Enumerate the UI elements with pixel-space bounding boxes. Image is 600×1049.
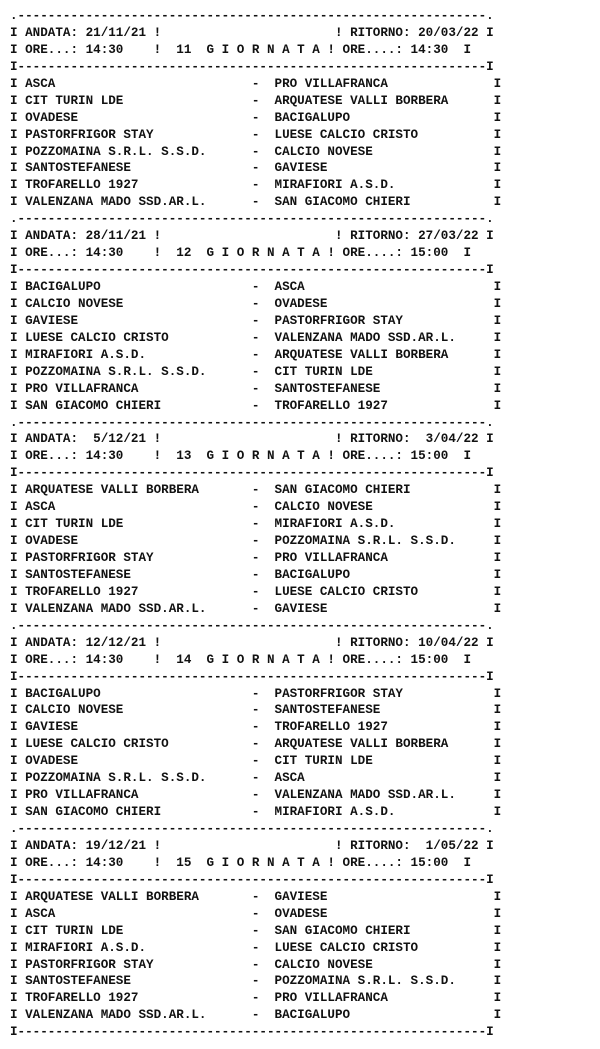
- match-row: I PRO VILLAFRANCA - VALENZANA MADO SSD.AR.L. I: [10, 788, 502, 803]
- match-row: I GAVIESE - PASTORFRIGOR STAY I: [10, 313, 502, 328]
- bottom-border: I--------------------------------------------------------------I: [10, 1025, 494, 1040]
- round-top-border: .--------------------------------------------------------------.: [10, 822, 494, 836]
- round-divider: I--------------------------------------------------------------I: [10, 466, 494, 481]
- round-top-border: .--------------------------------------------------------------.: [10, 618, 494, 633]
- match-row: I POZZOMAINA S.R.L. S.S.D. - CALCIO NOVESE I: [10, 144, 502, 159]
- match-row: I ARQUATESE VALLI BORBERA - GAVIESE I: [10, 889, 502, 904]
- match-row: I VALENZANA MADO SSD.AR.L. - BACIGALUPO I: [10, 1008, 502, 1023]
- match-row: I ASCA - OVADESE I: [10, 906, 502, 921]
- match-row: I CIT TURIN LDE - SAN GIACOMO CHIERI I: [10, 923, 502, 938]
- round-times: I ORE...: 14:30 ! 14 G I O R N A T A ! ORE....: 15:00 I: [10, 652, 472, 667]
- match-row: I SANTOSTEFANESE - POZZOMAINA S.R.L. S.S.D. I: [10, 974, 502, 989]
- match-row: I MIRAFIORI A.S.D. - ARQUATESE VALLI BORBERA I: [10, 347, 502, 362]
- match-row: I PRO VILLAFRANCA - SANTOSTEFANESE I: [10, 381, 502, 396]
- round-times: I ORE...: 14:30 ! 11 G I O R N A T A ! ORE....: 14:30 I: [10, 42, 472, 57]
- match-row: I BACIGALUPO - ASCA I: [10, 280, 502, 294]
- round-divider: I--------------------------------------------------------------I: [10, 872, 494, 887]
- match-row: I LUESE CALCIO CRISTO - ARQUATESE VALLI BORBERA I: [10, 737, 502, 752]
- match-row: I LUESE CALCIO CRISTO - VALENZANA MADO SSD.AR.L. I: [10, 330, 502, 345]
- match-row: I OVADESE - BACIGALUPO I: [10, 110, 502, 125]
- round-top-border: .--------------------------------------------------------------.: [10, 9, 494, 23]
- match-row: I PASTORFRIGOR STAY - CALCIO NOVESE I: [10, 957, 502, 972]
- match-row: I CALCIO NOVESE - SANTOSTEFANESE I: [10, 703, 502, 718]
- round-top-border: .--------------------------------------------------------------.: [10, 415, 494, 430]
- match-row: I CIT TURIN LDE - MIRAFIORI A.S.D. I: [10, 517, 502, 532]
- fixture-schedule: [10, 8, 501, 1041]
- match-row: I SAN GIACOMO CHIERI - MIRAFIORI A.S.D. I: [10, 805, 502, 820]
- round-divider: I--------------------------------------------------------------I: [10, 263, 494, 278]
- match-row: I OVADESE - POZZOMAINA S.R.L. S.S.D. I: [10, 534, 502, 549]
- match-row: I CIT TURIN LDE - ARQUATESE VALLI BORBERA I: [10, 93, 502, 108]
- round-divider: I--------------------------------------------------------------I: [10, 59, 494, 74]
- round-dates: I ANDATA: 5/12/21 ! ! RITORNO: 3/04/22 I: [10, 432, 494, 447]
- match-row: I MIRAFIORI A.S.D. - LUESE CALCIO CRISTO I: [10, 940, 502, 955]
- round-dates: I ANDATA: 28/11/21 ! ! RITORNO: 27/03/22 I: [10, 229, 494, 244]
- round-times: I ORE...: 14:30 ! 15 G I O R N A T A ! ORE....: 15:00 I: [10, 855, 472, 870]
- match-row: I PASTORFRIGOR STAY - LUESE CALCIO CRISTO I: [10, 127, 502, 142]
- round-dates: I ANDATA: 12/12/21 ! ! RITORNO: 10/04/22 I: [10, 635, 494, 650]
- round-times: I ORE...: 14:30 ! 12 G I O R N A T A ! ORE....: 15:00 I: [10, 246, 472, 261]
- match-row: I TROFARELLO 1927 - LUESE CALCIO CRISTO I: [10, 584, 502, 599]
- match-row: I SANTOSTEFANESE - BACIGALUPO I: [10, 567, 502, 582]
- round-times: I ORE...: 14:30 ! 13 G I O R N A T A ! ORE....: 15:00 I: [10, 449, 472, 464]
- match-row: I ASCA - CALCIO NOVESE I: [10, 500, 502, 515]
- match-row: I CALCIO NOVESE - OVADESE I: [10, 296, 502, 311]
- match-row: I OVADESE - CIT TURIN LDE I: [10, 754, 502, 769]
- round-divider: I--------------------------------------------------------------I: [10, 669, 494, 684]
- match-row: I POZZOMAINA S.R.L. S.S.D. - ASCA I: [10, 771, 502, 786]
- match-row: I VALENZANA MADO SSD.AR.L. - GAVIESE I: [10, 601, 502, 616]
- match-row: I GAVIESE - TROFARELLO 1927 I: [10, 720, 502, 735]
- match-row: I TROFARELLO 1927 - PRO VILLAFRANCA I: [10, 991, 502, 1006]
- round-dates: I ANDATA: 19/12/21 ! ! RITORNO: 1/05/22 I: [10, 838, 494, 853]
- match-row: I POZZOMAINA S.R.L. S.S.D. - CIT TURIN LDE I: [10, 364, 502, 379]
- match-row: I ARQUATESE VALLI BORBERA - SAN GIACOMO CHIERI I: [10, 483, 502, 498]
- match-row: I VALENZANA MADO SSD.AR.L. - SAN GIACOMO CHIERI I: [10, 195, 502, 210]
- match-row: I SANTOSTEFANESE - GAVIESE I: [10, 161, 502, 176]
- match-row: I ASCA - PRO VILLAFRANCA I: [10, 76, 502, 91]
- match-row: I BACIGALUPO - PASTORFRIGOR STAY I: [10, 686, 502, 701]
- match-row: I SAN GIACOMO CHIERI - TROFARELLO 1927 I: [10, 398, 502, 413]
- round-top-border: .--------------------------------------------------------------.: [10, 212, 494, 227]
- match-row: I PASTORFRIGOR STAY - PRO VILLAFRANCA I: [10, 551, 502, 565]
- round-dates: I ANDATA: 21/11/21 ! ! RITORNO: 20/03/22 I: [10, 25, 494, 40]
- match-row: I TROFARELLO 1927 - MIRAFIORI A.S.D. I: [10, 178, 502, 193]
